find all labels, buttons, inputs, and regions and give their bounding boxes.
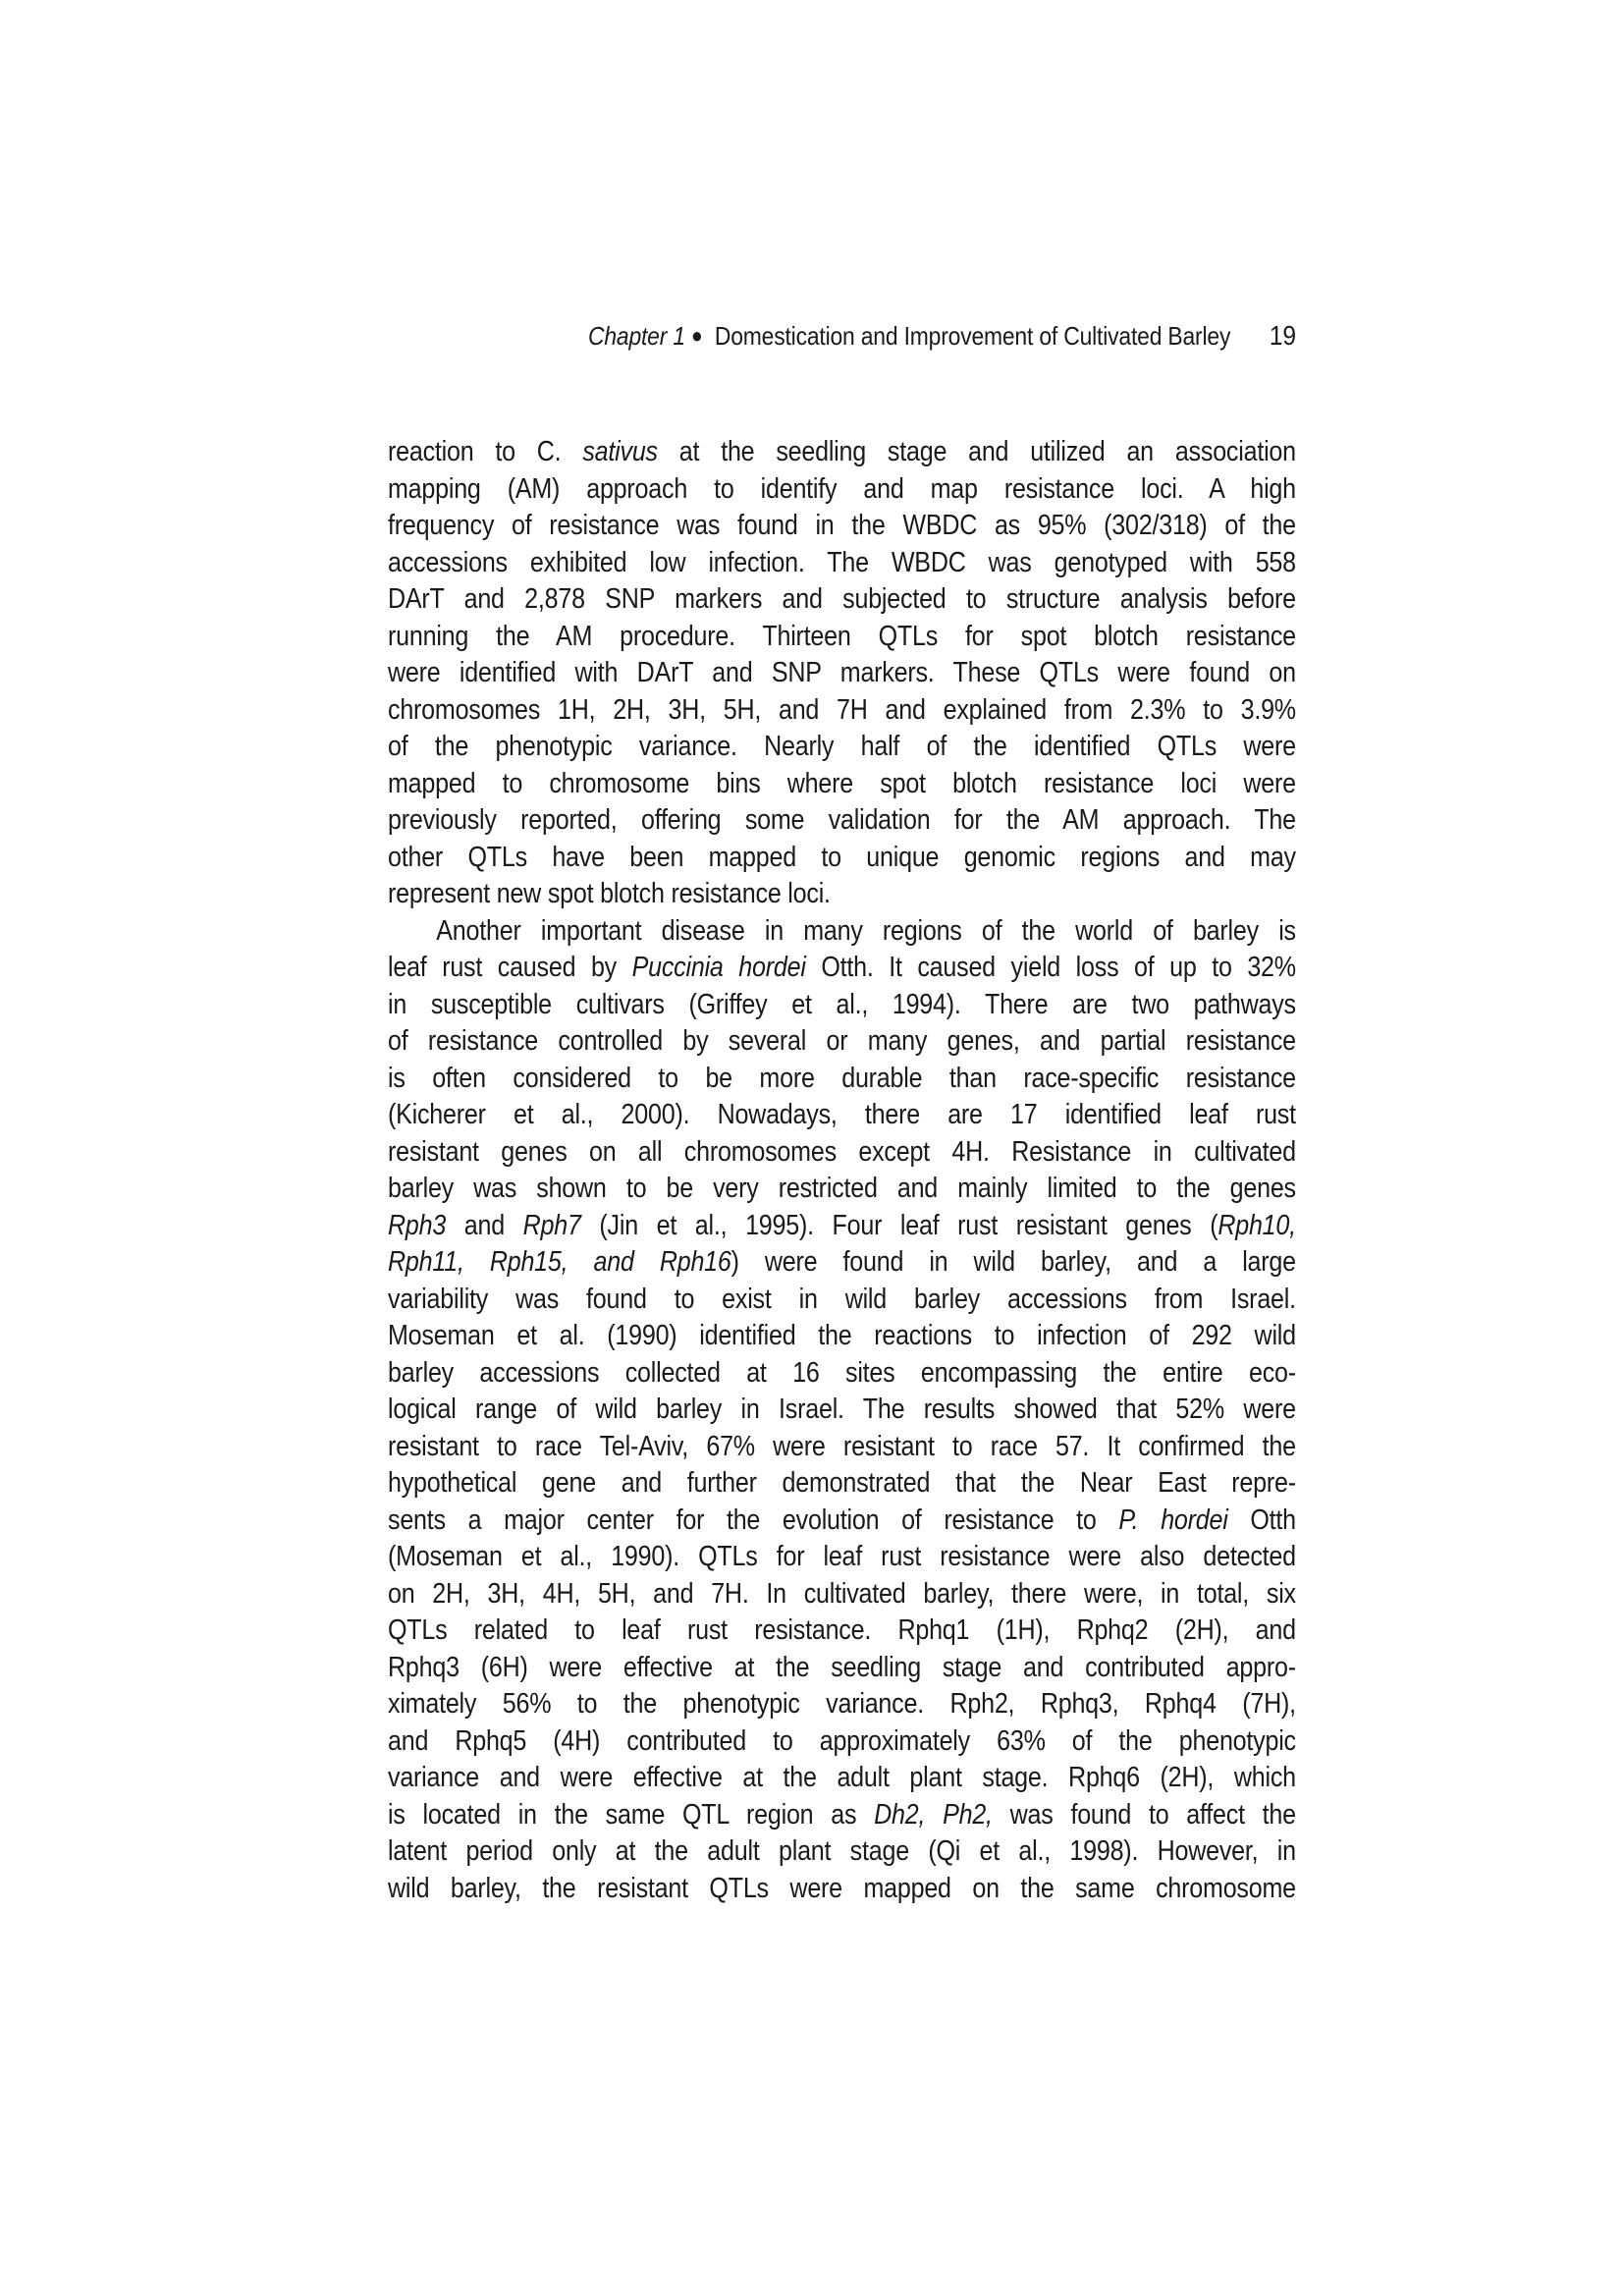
text-segment: QTLs related to leaf rust resistance. Rphq1 (1H), Rphq2 (2H), and [388,1614,1296,1646]
text-line [388,581,1296,619]
text-segment: (Kicherer et al., 2000). Nowadays, there are 17 identified leaf rust [388,1099,1296,1130]
text-line [388,655,1296,692]
text-line [388,876,1296,913]
text-segment: Otth [1227,1503,1296,1536]
text-line [388,1355,1296,1393]
italic-text-segment: Rph3 [388,1209,447,1241]
italic-text-segment: P. hordei [1118,1503,1228,1536]
italic-text-segment: Puccinia hordei [631,952,806,983]
text-segment: frequency of resistance was found in the WBDC as 95% (302/318) of the [388,510,1296,541]
text-line [388,1097,1296,1134]
text-segment: resistant to race Tel-Aviv, 67% were resistant to race 57. It confirmed the [388,1430,1296,1462]
italic-text-segment: Rph10, [1217,1209,1296,1241]
text-line [388,987,1296,1024]
text-segment: accessions exhibited low infection. The WBDC was genotyped with 558 [388,546,1296,578]
text-line [388,434,1296,471]
italic-text-segment: sativus [582,436,658,467]
text-line [388,1318,1296,1355]
text-segment: ) were found in wild barley, and a large [730,1246,1296,1278]
text-segment: Another important disease in many regions of the world of barley is [436,914,1296,947]
text-line [388,766,1296,803]
italic-text-segment: Rph7 [522,1209,581,1241]
text-line [388,545,1296,582]
text-segment: Otth. It caused yield loss of up to 32% [805,952,1296,983]
text-segment: at the seedling stage and utilized an association [657,436,1296,467]
text-segment: DArT and 2,878 SNP markers and subjected to structure analysis before [388,583,1296,615]
text-line [388,913,1296,951]
text-line [388,729,1296,766]
text-segment: variance and were effective at the adult plant stage. Rphq6 (2H), which [388,1762,1296,1793]
text-line [388,950,1296,987]
text-segment: (Jin et al., 1995). Four leaf rust resistant genes ( [580,1209,1218,1241]
text-segment: ximately 56% to the phenotypic variance. Rph2, Rphq3, Rphq4 (7H), [388,1688,1296,1720]
text-line [388,840,1296,877]
text-line [388,692,1296,730]
text-segment: of resistance controlled by several or many genes, and partial resistance [388,1025,1296,1057]
text-line [388,1244,1296,1282]
text-segment: logical range of wild barley in Israel. The results showed that 52% were [388,1394,1296,1425]
text-line [388,1686,1296,1723]
text-column [388,320,1296,1907]
chapter-title: Domestication and Improvement of Cultivated Barley [714,321,1231,351]
text-segment: is located in the same QTL region as [388,1798,875,1831]
text-line [388,1282,1296,1319]
running-header [388,320,1296,354]
text-line [388,1797,1296,1834]
text-segment: barley accessions collected at 16 sites encompassing the entire eco- [388,1356,1296,1389]
text-segment: represent new spot blotch resistance loci. [388,878,831,909]
text-segment: of the phenotypic variance. Nearly half of the identified QTLs were [388,731,1296,762]
text-line [388,1833,1296,1871]
text-segment: is often considered to be more durable than race-specific resistance [388,1062,1296,1094]
italic-text-segment: Rph11, Rph15, and Rph16 [388,1246,731,1278]
text-segment: Rphq3 (6H) were effective at the seedling stage and contributed appro- [388,1651,1296,1683]
text-segment: were identified with DArT and SNP markers. These QTLs were found on [388,657,1296,688]
text-line [388,1465,1296,1503]
text-segment: other QTLs have been mapped to unique genomic regions and may [388,841,1296,873]
text-segment: and [446,1209,523,1241]
text-line [388,619,1296,656]
text-segment: on 2H, 3H, 4H, 5H, and 7H. In cultivated barley, there were, in total, six [388,1577,1296,1610]
text-line [388,1539,1296,1576]
text-segment: was found to affect the [992,1798,1296,1831]
text-line [388,802,1296,840]
italic-text-segment: Dh2, Ph2, [874,1798,993,1831]
text-line [388,1650,1296,1687]
text-segment: chromosomes 1H, 2H, 3H, 5H, and 7H and explained from 2.3% to 3.9% [388,693,1296,726]
text-segment: variability was found to exist in wild barley accessions from Israel. [388,1283,1296,1315]
text-segment: mapping (AM) approach to identify and map resistance loci. A high [388,472,1296,505]
text-segment: latent period only at the adult plant stage (Qi et al., 1998). However, in [388,1835,1296,1867]
text-line [388,1503,1296,1540]
chapter-label: Chapter 1 [587,321,685,351]
text-line [388,1871,1296,1908]
text-line [388,1171,1296,1208]
text-segment: hypothetical gene and further demonstrated that the Near East repre- [388,1467,1296,1499]
text-line [388,1613,1296,1650]
text-segment: previously reported, offering some validation for the AM approach. The [388,804,1296,836]
text-segment: Moseman et al. (1990) identified the reactions to infection of 292 wild [388,1320,1296,1351]
text-segment: (Moseman et al., 1990). QTLs for leaf rust resistance were also detected [388,1541,1296,1572]
text-line [388,1023,1296,1061]
text-line [388,1134,1296,1172]
text-segment: running the AM procedure. Thirteen QTLs for spot blotch resistance [388,620,1296,652]
text-segment: leaf rust caused by [388,952,632,983]
text-line [388,1429,1296,1466]
text-segment: in susceptible cultivars (Griffey et al., 1994). There are two pathways [388,988,1296,1020]
text-line [388,1392,1296,1429]
text-segment: reaction to C. [388,436,583,467]
text-line [388,1061,1296,1098]
text-line [388,508,1296,545]
text-segment: resistant genes on all chromosomes except 4H. Resistance in cultivated [388,1135,1296,1168]
body-text [388,434,1296,1907]
text-segment: and Rphq5 (4H) contributed to approximately 63% of the phenotypic [388,1724,1296,1757]
text-line [388,471,1296,509]
text-line [388,1576,1296,1613]
text-line [388,1208,1296,1245]
text-segment: mapped to chromosome bins where spot blotch resistance loci were [388,767,1296,799]
bullet-icon: ● [691,323,703,348]
text-segment: sents a major center for the evolution of resistance to [388,1503,1119,1536]
text-line [388,1760,1296,1797]
text-segment: wild barley, the resistant QTLs were mapped on the same chromosome [388,1872,1296,1904]
text-segment: barley was shown to be very restricted and mainly limited to the genes [388,1173,1296,1204]
text-line [388,1723,1296,1761]
page-number: 19 [1269,320,1296,351]
